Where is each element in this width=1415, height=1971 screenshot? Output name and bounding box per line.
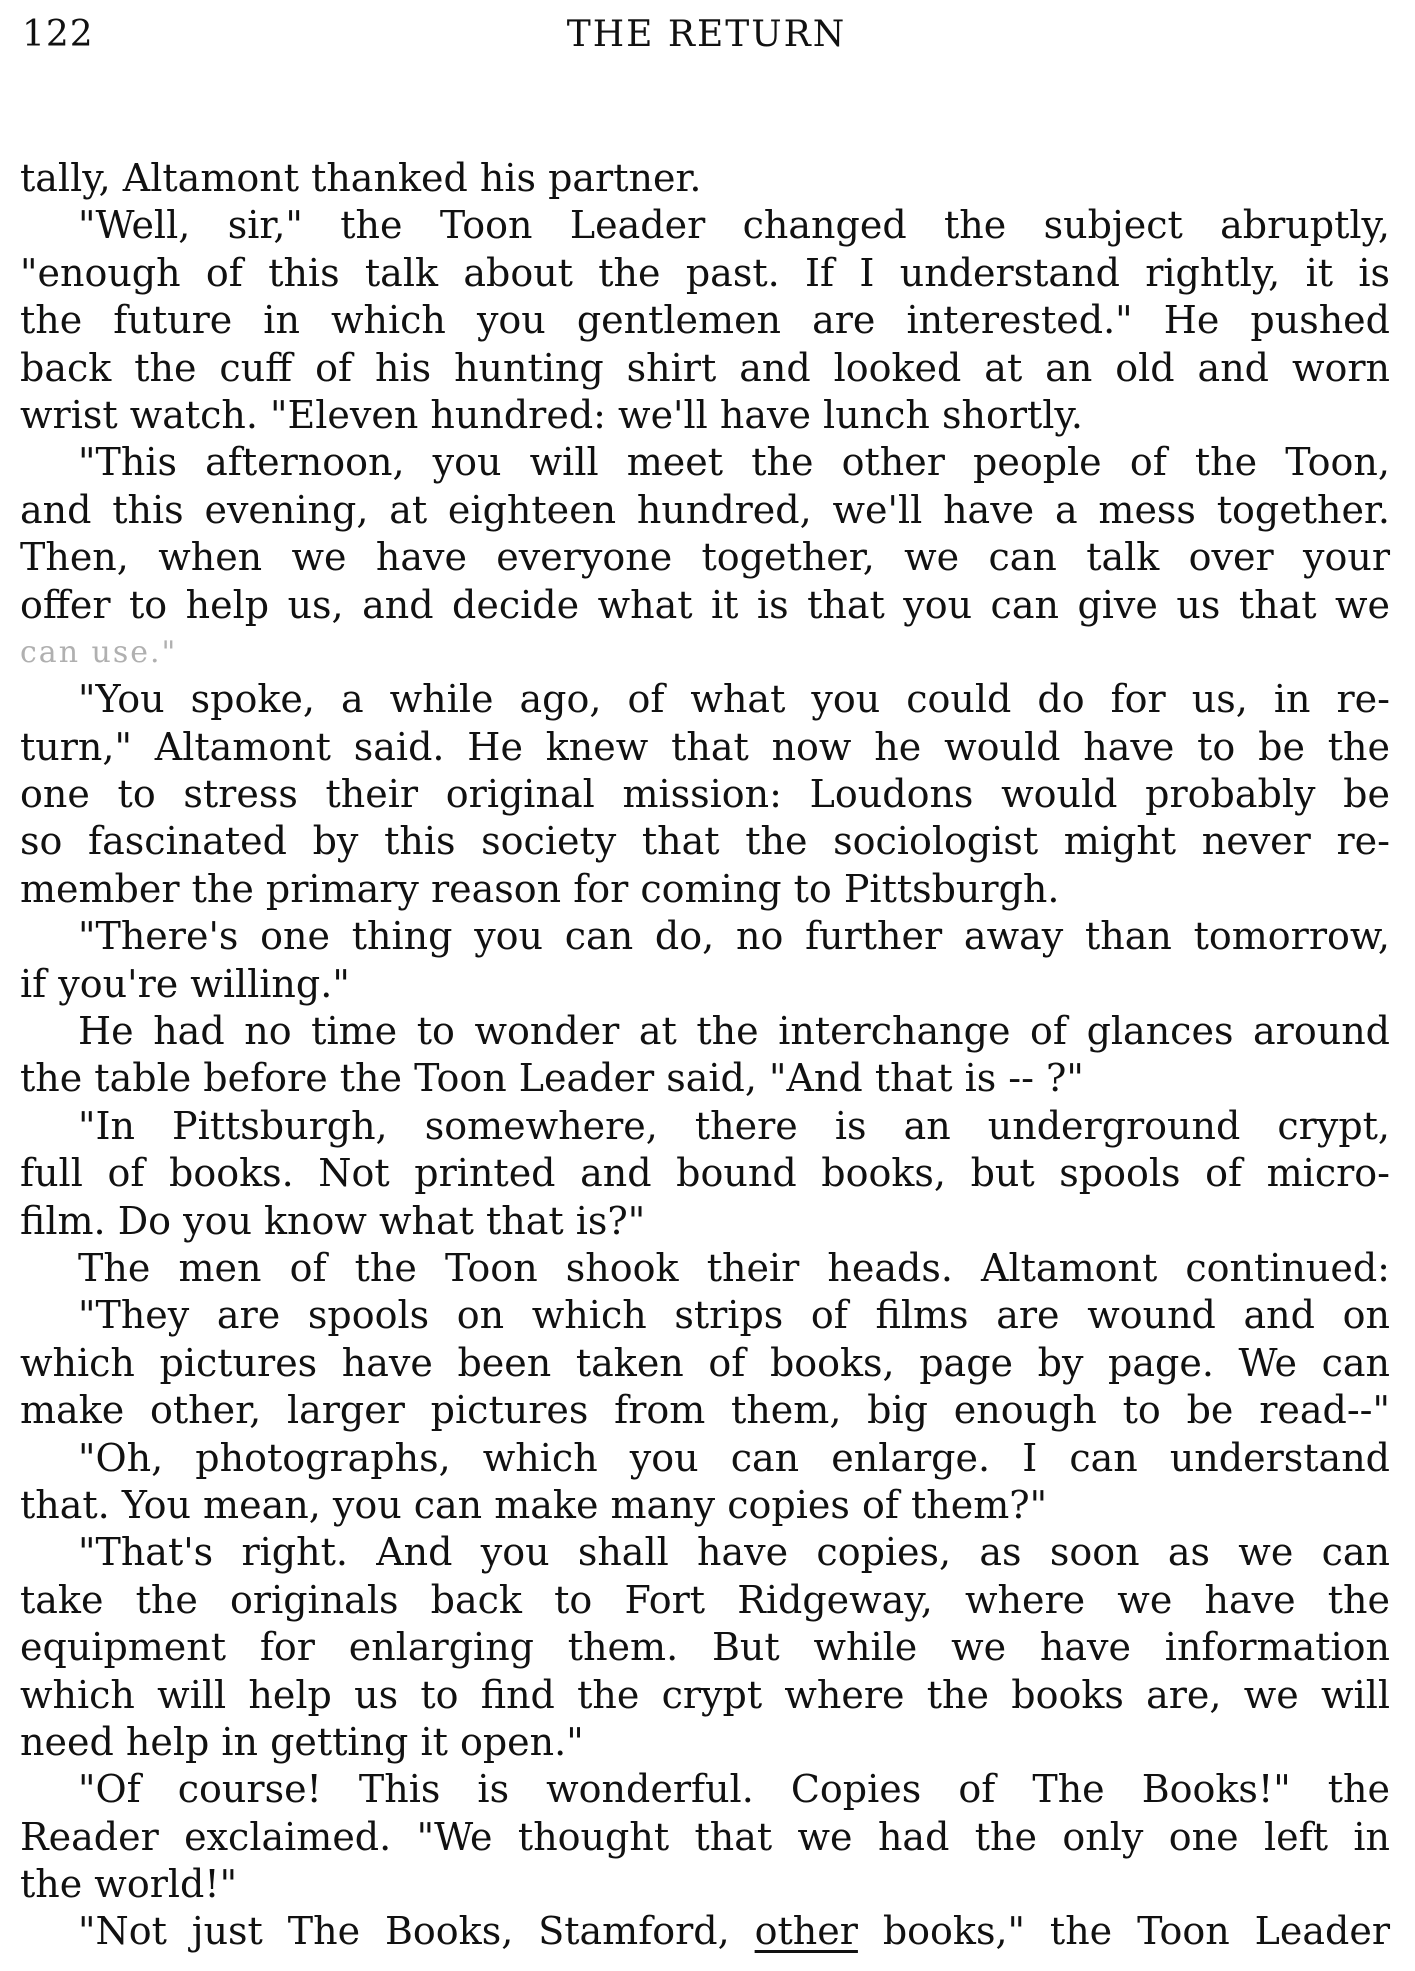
text-line: tally, Altamont thanked his partner. (20, 156, 702, 200)
text-line: the future in which you gentlemen are interested." He pushed (20, 298, 1390, 343)
text-line: He had no time to wonder at the interchange of glances around (78, 1009, 1390, 1054)
text-line: "There's one thing you can do, no further away than tomorrow, (78, 914, 1390, 959)
text-line: the world!" (20, 1862, 238, 1907)
text-line: back the cuff of his hunting shirt and looked at an old and worn (20, 345, 1390, 390)
text-line: if you're willing." (20, 961, 350, 1006)
text-line: "enough of this talk about the past. If I understand rightly, it is (20, 250, 1390, 295)
text-line: film. Do you know what that is?" (20, 1198, 646, 1243)
text-line: Then, when we have everyone together, we can talk over your (20, 535, 1390, 580)
text-line: Reader exclaimed. "We thought that we had the only one left in (20, 1814, 1390, 1859)
text-line: need help in getting it open." (20, 1719, 584, 1764)
text-line: equipment for enlarging them. But while we have information (20, 1625, 1390, 1670)
text-line: one to stress their original mission: Loudons would probably be (20, 772, 1390, 817)
text-line: member the primary reason for coming to Pittsburgh. (20, 866, 1060, 911)
text-segment: books," the Toon Leader (857, 1909, 1390, 1954)
text-line: The men of the Toon shook their heads. Altamont continued: (78, 1245, 1390, 1290)
text-line: "Of course! This is wonderful. Copies of The Books!" the (78, 1767, 1390, 1812)
text-line: "You spoke, a while ago, of what you could do for us, in re- (78, 677, 1390, 722)
text-line: can use." (20, 634, 178, 670)
text-segment: "Not just The Books, Stamford, (78, 1909, 755, 1954)
page-number: 122 (22, 14, 94, 55)
text-line: "That's right. And you shall have copies, as soon as we can (78, 1530, 1390, 1575)
text-line: and this evening, at eighteen hundred, we'll have a mess together. (20, 487, 1390, 532)
running-head: THE RETURN (566, 14, 847, 55)
text-line: full of books. Not printed and bound books, but spools of micro- (20, 1151, 1390, 1196)
text-line: "This afternoon, you will meet the other people of the Toon, (78, 440, 1390, 485)
page-header (22, 14, 1391, 62)
underlined-word: other (754, 1909, 858, 1954)
text-line-last (20, 1908, 1390, 1955)
text-line: that. You mean, you can make many copies of them?" (20, 1482, 1048, 1527)
text-line: "Oh, photographs, which you can enlarge. I can understand (78, 1435, 1390, 1480)
text-line: which pictures have been taken of books, page by page. We can (20, 1340, 1390, 1385)
text-line: take the originals back to Fort Ridgeway, where we have the (20, 1577, 1390, 1622)
body-text (20, 155, 1390, 1956)
text-line: which will help us to find the crypt where the books are, we will (20, 1672, 1390, 1717)
text-line: offer to help us, and decide what it is that you can give us that we (20, 582, 1390, 627)
text-line: turn," Altamont said. He knew that now he would have to be the (20, 724, 1390, 769)
text-line: "They are spools on which strips of films are wound and on (78, 1293, 1390, 1338)
text-line: the table before the Toon Leader said, "And that is -- ?" (20, 1056, 1084, 1101)
text-line: wrist watch. "Eleven hundred: we'll have lunch shortly. (20, 392, 1083, 437)
text-line: "Well, sir," the Toon Leader changed the subject abruptly, (78, 203, 1390, 248)
text-line: so fascinated by this society that the sociologist might never re- (20, 819, 1390, 864)
text-line: make other, larger pictures from them, big enough to be read--" (20, 1388, 1390, 1433)
text-line: "In Pittsburgh, somewhere, there is an underground crypt, (78, 1103, 1390, 1148)
